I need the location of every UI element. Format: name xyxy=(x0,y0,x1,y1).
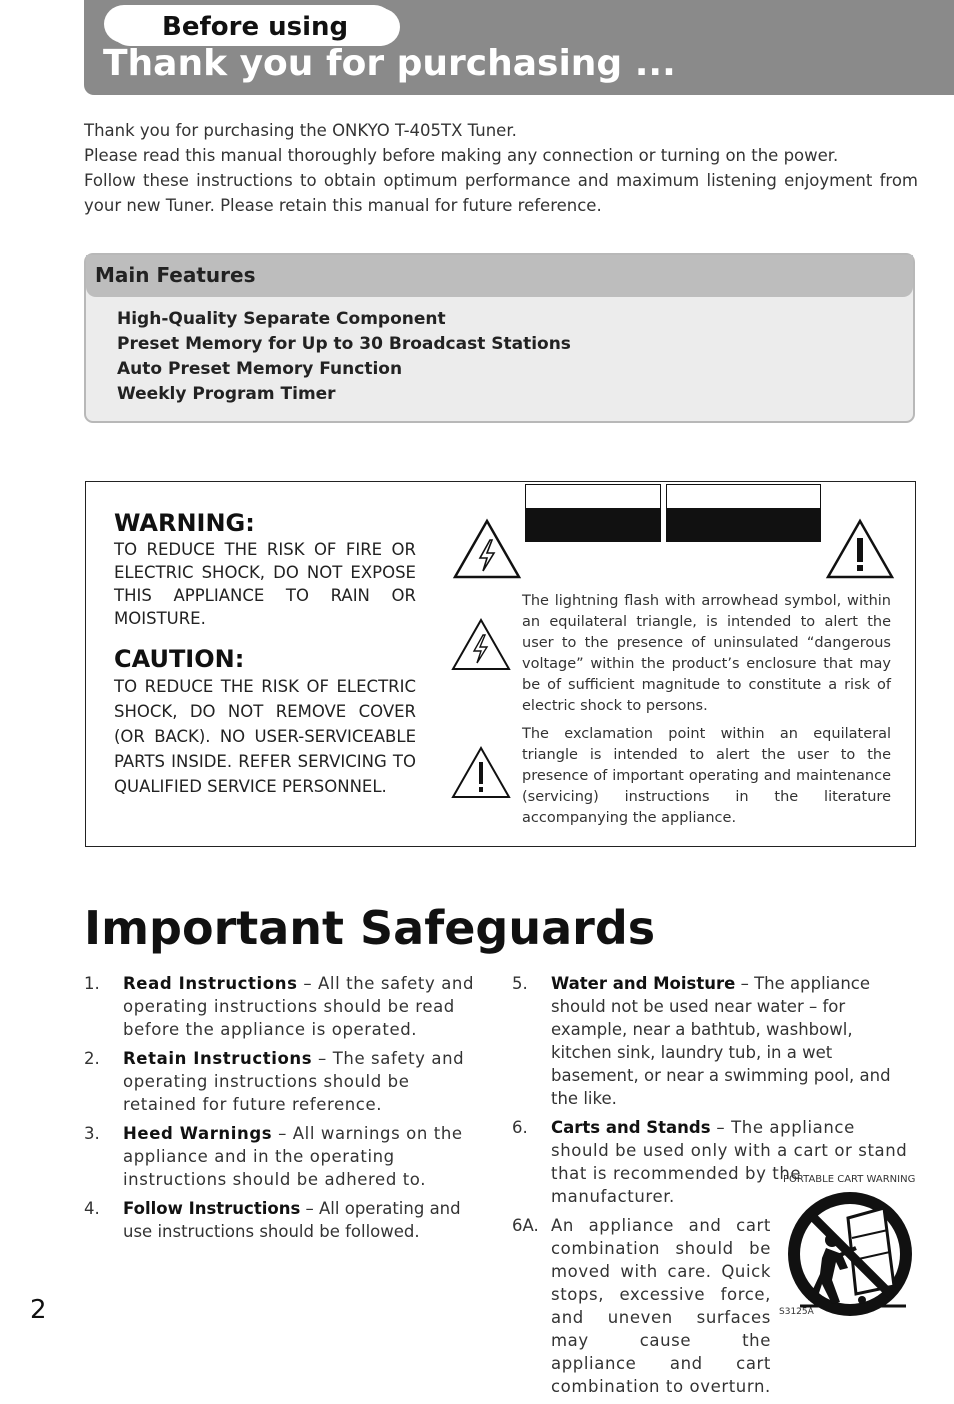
safeguard-item xyxy=(84,1122,487,1191)
safeguard-item xyxy=(512,1214,771,1398)
warning-title: WARNING: xyxy=(114,509,255,537)
safeguard-item xyxy=(84,1197,487,1243)
feature-item: Auto Preset Memory Function xyxy=(117,359,403,379)
feature-item: Weekly Program Timer xyxy=(117,384,336,404)
lightning-triangle-icon xyxy=(452,518,522,580)
main-features-box xyxy=(84,253,915,423)
portable-cart-warning-icon xyxy=(786,1188,916,1320)
safeguard-item xyxy=(84,972,487,1041)
exclamation-explanation: The exclamation point within an equilateral triangle is intended to alert the user to the presence of important operating and maintenance (servicing) instructions in the literature accompanying the appliance. xyxy=(522,726,891,826)
safeguard-number: 4. xyxy=(84,1199,100,1218)
main-features-header xyxy=(86,255,913,297)
safeguard-number: 3. xyxy=(84,1124,100,1143)
feature-item: Preset Memory for Up to 30 Broadcast Stations xyxy=(117,334,571,354)
warning-text: TO REDUCE THE RISK OF FIRE OR ELECTRIC SHOCK, DO NOT EXPOSE THIS APPLIANCE TO RAIN OR MOISTURE. xyxy=(114,540,416,628)
intro-line: Follow these instructions to obtain optimum performance and maximum listening enjoyment from your new Tuner. Please retain this manual for future reference. xyxy=(84,171,918,215)
safeguard-heading: Follow Instructions xyxy=(123,1199,301,1218)
safeguard-heading: Read Instructions xyxy=(123,974,298,993)
warning-column xyxy=(114,508,416,799)
risk-label-plate xyxy=(666,484,821,542)
intro-line: Thank you for purchasing the ONKYO T-405TX Tuner. xyxy=(84,121,517,140)
safeguard-number: 6. xyxy=(512,1118,528,1137)
page-number: 2 xyxy=(30,1295,47,1325)
safeguard-number: 2. xyxy=(84,1049,100,1068)
safeguard-item xyxy=(512,972,916,1110)
safeguards-left-column xyxy=(84,972,487,1249)
safeguard-heading: Carts and Stands xyxy=(551,1118,711,1137)
warning-box xyxy=(85,481,916,847)
safeguard-heading: Retain Instructions xyxy=(123,1049,313,1068)
safeguards-title: Important Safeguards xyxy=(84,901,656,955)
intro-line: Please read this manual thoroughly before making any connection or turning on the power. xyxy=(84,146,839,165)
lightning-explanation: The lightning flash with arrowhead symbol, within an equilateral triangle, is intended to alert the user to the presence of uninsulated “dangerous voltage” within the product’s enclosure that may be of sufficient magnitude to constitute a risk of electric shock to persons. xyxy=(522,593,891,714)
safeguard-heading: Water and Moisture xyxy=(551,974,736,993)
safeguard-text: – All the safety and operating instructions should be read before the appliance is operated. xyxy=(123,974,475,1039)
safeguard-text: An appliance and cart combination should be moved with care. Quick stops, excessive force, and uneven surfaces may cause the appliance and cart combination to overturn. xyxy=(551,1216,771,1396)
safeguard-text: – All warnings on the appliance and in the operating instructions should be adhered to. xyxy=(123,1124,463,1189)
cart-warning-caption: PORTABLE CART WARNING xyxy=(783,1174,916,1185)
page-heading: Thank you for purchasing ... xyxy=(103,43,676,84)
exclamation-triangle-icon xyxy=(825,518,895,580)
safeguard-number: 5. xyxy=(512,974,528,993)
safeguard-number: 1. xyxy=(84,974,100,993)
intro-text xyxy=(84,118,918,218)
lightning-symbol-icon xyxy=(450,618,512,672)
main-features-list xyxy=(86,297,913,407)
safeguard-text: – The appliance should be used only with a cart or stand that is recommended by the manufacturer. xyxy=(551,1118,908,1206)
safeguard-heading: Heed Warnings xyxy=(123,1124,273,1143)
main-features-title: Main Features xyxy=(95,263,256,287)
safeguard-item xyxy=(84,1047,487,1116)
safeguard-text: – All operating and use instructions should be followed. xyxy=(123,1199,461,1241)
exclamation-symbol-icon xyxy=(450,746,512,800)
caution-label-plate xyxy=(525,484,661,542)
feature-item: High-Quality Separate Component xyxy=(117,309,446,329)
caution-title: CAUTION: xyxy=(114,645,245,673)
caution-text: TO REDUCE THE RISK OF ELECTRIC SHOCK, DO NOT REMOVE COVER (OR BACK). NO USER-SERVICEABLE PARTS INSIDE. REFER SERVICING TO QUALIFIED SERVICE PERSONNEL. xyxy=(114,677,416,796)
safeguard-number: 6A. xyxy=(512,1216,539,1235)
safeguard-text: – The safety and operating instructions should be retained for future reference. xyxy=(123,1049,465,1114)
cart-warning-code: S3125A xyxy=(779,1307,814,1317)
safeguard-text: – The appliance should not be used near water – for example, near a bathtub, washbowl, kitchen sink, laundry tub, in a wet basement, or near a swimming pool, and the like. xyxy=(551,974,891,1108)
section-label: Before using xyxy=(162,12,349,42)
